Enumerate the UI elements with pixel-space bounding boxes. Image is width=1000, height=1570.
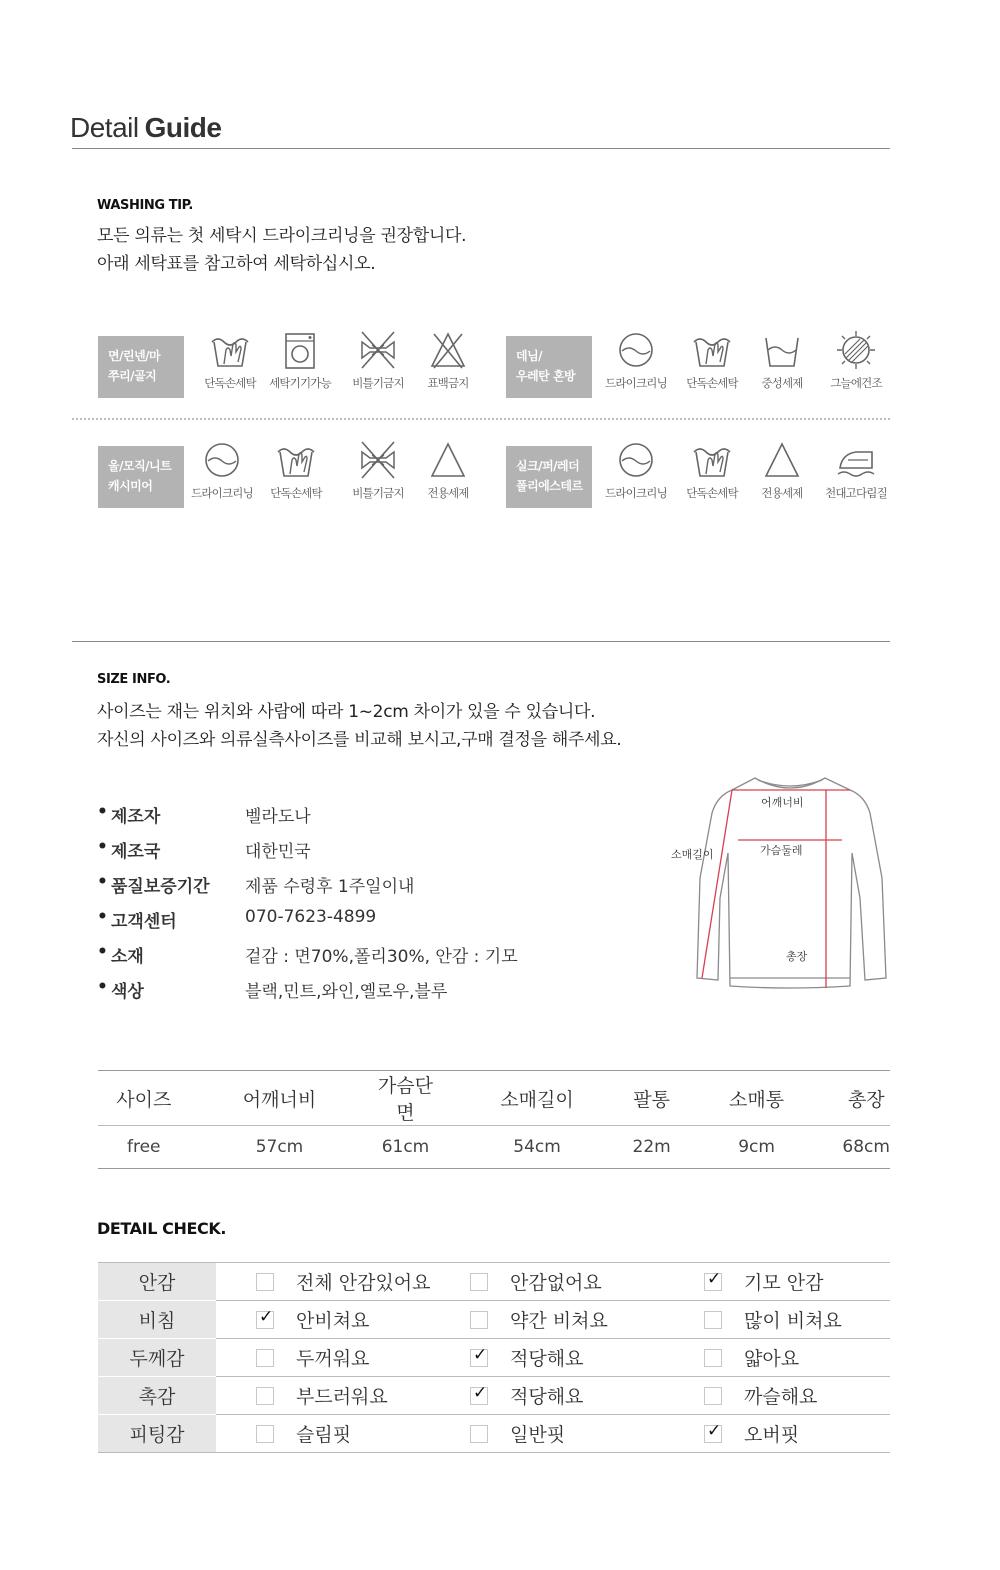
detail-check-option-label: 부드러워요 <box>296 1386 388 1408</box>
detail-check-option[interactable] <box>704 1263 823 1300</box>
wash-symbol <box>744 438 820 501</box>
wash-symbol <box>744 328 820 391</box>
info-value: 겉감 : 면70%,폴리30%, 안감 : 기모 <box>245 947 518 967</box>
dry-clean-icon <box>614 328 658 372</box>
checkbox-checked[interactable] <box>470 1382 488 1405</box>
wash-symbol-caption: 전용세제 <box>427 486 469 500</box>
checkbox-checked[interactable] <box>704 1268 722 1291</box>
wash-symbol-caption: 드라이크리닝 <box>605 486 667 500</box>
detail-check-options <box>216 1377 890 1415</box>
size-heading: SIZE INFO. <box>97 672 171 687</box>
info-value: 제품 수령후 1주일이내 <box>245 877 415 897</box>
size-col-header: 가슴단면 <box>369 1071 441 1126</box>
fabric-group-label-line: 울/모직/니트 <box>108 459 172 473</box>
fabric-group-label-line: 쭈리/골지 <box>108 369 157 383</box>
iron-with-cloth-icon <box>834 438 878 482</box>
detail-check-label: 비침 <box>98 1301 216 1339</box>
washing-machine-icon <box>278 328 322 372</box>
shade-dry-icon <box>834 328 878 372</box>
checkbox-unchecked[interactable] <box>256 1425 274 1443</box>
wash-symbol <box>598 328 674 391</box>
info-key: 색상 <box>111 982 144 1002</box>
info-value: 블랙,민트,와인,옐로우,블루 <box>245 982 448 1002</box>
detail-check-table <box>98 1262 890 1453</box>
checkbox-unchecked[interactable] <box>256 1387 274 1405</box>
wash-symbol <box>340 328 416 391</box>
size-cell: 57cm <box>190 1126 370 1169</box>
detail-check-row <box>98 1263 890 1301</box>
fabric-group-label <box>98 446 184 508</box>
size-description <box>97 698 622 754</box>
dry-clean-icon <box>200 438 244 482</box>
washing-line: 모든 의류는 첫 세탁시 드라이크리닝을 권장합니다. <box>97 226 467 246</box>
wash-symbol <box>410 328 486 391</box>
detail-check-option-label: 약간 비쳐요 <box>510 1310 608 1332</box>
detail-check-row <box>98 1339 890 1377</box>
detail-check-option[interactable] <box>704 1415 799 1452</box>
detail-check-option[interactable] <box>470 1339 583 1376</box>
washing-heading: WASHING TIP. <box>97 198 193 213</box>
wash-symbol <box>598 438 674 501</box>
detail-check-option-label: 오버핏 <box>744 1424 800 1446</box>
wash-symbol <box>262 328 338 391</box>
title-bold: Guide <box>144 112 222 143</box>
info-value: 대한민국 <box>245 842 311 862</box>
measure-lines <box>702 790 850 988</box>
dry-clean-icon <box>614 438 658 482</box>
page-title <box>70 112 221 144</box>
no-bleach-icon <box>426 328 470 372</box>
detail-check-label: 두께감 <box>98 1339 216 1377</box>
size-cell: 22m <box>633 1126 671 1169</box>
info-key: 품질보증기간 <box>111 877 210 897</box>
detail-check-options <box>216 1263 890 1301</box>
detail-check-options <box>216 1339 890 1377</box>
size-cell: 54cm <box>442 1126 633 1169</box>
check-mark-icon: ✓ <box>259 1306 274 1327</box>
shoulder-label: 어깨너비 <box>761 796 804 809</box>
detail-check-row <box>98 1301 890 1339</box>
detail-check-option-label: 슬림핏 <box>296 1424 352 1446</box>
fabric-group-label-line: 캐시미어 <box>108 479 153 493</box>
detail-check-option[interactable] <box>256 1339 369 1376</box>
size-table-row <box>98 1126 890 1169</box>
size-cell: 61cm <box>369 1126 441 1169</box>
fabric-group-label-line: 실크/퍼/레더 <box>516 459 580 473</box>
fabric-group-label-line: 면/린넨/마 <box>108 349 161 363</box>
wash-symbol-caption: 드라이크리닝 <box>605 376 667 390</box>
detail-check-options <box>216 1415 890 1453</box>
garment-measure-diagram <box>660 768 890 998</box>
length-label: 총장 <box>786 950 808 963</box>
section-divider <box>72 641 890 642</box>
check-mark-icon: ✓ <box>473 1382 488 1403</box>
detail-check-heading: DETAIL CHECK. <box>97 1219 227 1238</box>
size-col-header: 총장 <box>842 1071 890 1126</box>
size-table <box>98 1070 890 1169</box>
no-wring-icon <box>356 328 400 372</box>
chest-label: 가슴둘레 <box>760 844 803 857</box>
fabric-group-label <box>506 336 592 398</box>
fabric-group-label <box>506 446 592 508</box>
hand-wash-icon <box>208 328 252 372</box>
hand-wash-icon <box>690 438 734 482</box>
checkbox-unchecked[interactable] <box>704 1311 722 1329</box>
info-key: 제조국 <box>111 842 161 862</box>
checkbox-unchecked[interactable] <box>704 1387 722 1405</box>
detail-check-option[interactable] <box>470 1415 565 1452</box>
wash-symbol <box>184 438 260 501</box>
wash-symbol <box>818 438 894 501</box>
wash-symbol <box>258 438 334 501</box>
detail-check-option[interactable] <box>470 1263 602 1300</box>
wash-symbol-caption: 단독손세탁 <box>686 486 738 500</box>
info-key: 소재 <box>111 947 144 967</box>
dotted-divider <box>72 418 890 420</box>
detail-check-option[interactable] <box>704 1301 842 1338</box>
wash-symbol-caption: 세탁기기가능 <box>269 376 331 390</box>
wash-symbol-caption: 전용세제 <box>761 486 803 500</box>
detail-check-option-label: 두꺼워요 <box>296 1348 370 1370</box>
size-col-header: 팔통 <box>633 1071 671 1126</box>
detail-check-option-label: 얇아요 <box>744 1348 800 1370</box>
detail-check-option[interactable] <box>704 1377 817 1414</box>
hand-wash-icon <box>690 328 734 372</box>
checkbox-unchecked[interactable] <box>256 1349 274 1367</box>
wash-symbol <box>192 328 268 391</box>
size-col-header: 소매길이 <box>442 1071 633 1126</box>
detail-check-option-label: 안감없어요 <box>510 1272 602 1294</box>
wash-symbol-caption: 그늘에건조 <box>830 376 882 390</box>
sleeve-label: 소매길이 <box>671 848 714 861</box>
title-light: Detail <box>70 112 139 143</box>
checkbox-unchecked[interactable] <box>704 1349 722 1367</box>
wash-symbol <box>410 438 486 501</box>
detail-check-option-label: 일반핏 <box>510 1424 566 1446</box>
wash-symbol <box>674 328 750 391</box>
detail-check-label: 촉감 <box>98 1377 216 1415</box>
size-line: 사이즈는 재는 위치와 사람에 따라 1~2cm 차이가 있을 수 있습니다. <box>97 702 596 722</box>
detail-check-option[interactable] <box>470 1377 583 1414</box>
size-line: 자신의 사이즈와 의류실측사이즈를 비교해 보시고,구매 결정을 해주세요. <box>97 730 622 750</box>
wash-symbol-caption: 중성세제 <box>761 376 803 390</box>
checkbox-unchecked[interactable] <box>470 1425 488 1443</box>
checkbox-unchecked[interactable] <box>470 1311 488 1329</box>
detail-check-option[interactable] <box>256 1415 351 1452</box>
detail-check-option-label: 까슬해요 <box>744 1386 818 1408</box>
detail-check-option[interactable] <box>256 1263 431 1300</box>
size-cell: 9cm <box>671 1126 843 1169</box>
checkbox-checked[interactable] <box>256 1306 274 1329</box>
checkbox-checked[interactable] <box>470 1344 488 1367</box>
wash-symbol-caption: 천대고다림질 <box>825 486 887 500</box>
size-cell: free <box>98 1126 190 1169</box>
wash-symbol <box>818 328 894 391</box>
detail-check-option-label: 안비쳐요 <box>296 1310 370 1332</box>
special-detergent-icon <box>760 438 804 482</box>
washing-description <box>97 222 466 278</box>
detail-check-label: 안감 <box>98 1263 216 1301</box>
check-mark-icon: ✓ <box>473 1344 488 1365</box>
info-key: 고객센터 <box>111 912 177 932</box>
sleeve-line <box>702 790 732 978</box>
checkbox-checked[interactable] <box>704 1420 722 1443</box>
detail-check-option-label: 적당해요 <box>510 1386 584 1408</box>
size-col-header: 소매통 <box>671 1071 843 1126</box>
detail-check-option[interactable] <box>470 1301 608 1338</box>
fabric-group-label-line: 데님/ <box>516 349 543 363</box>
title-divider <box>72 148 890 149</box>
detail-check-option-label: 적당해요 <box>510 1348 584 1370</box>
washing-line: 아래 세탁표를 참고하여 세탁하십시오. <box>97 254 376 274</box>
info-value: 벨라도나 <box>245 807 311 827</box>
checkbox-unchecked[interactable] <box>470 1273 488 1291</box>
wash-symbol-caption: 드라이크리닝 <box>191 486 253 500</box>
detail-check-label: 피팅감 <box>98 1415 216 1453</box>
wash-symbol <box>674 438 750 501</box>
special-detergent-icon <box>426 438 470 482</box>
size-cell: 68cm <box>842 1126 890 1169</box>
fabric-group-label-line: 폴리에스테르 <box>516 479 583 493</box>
detail-check-option[interactable] <box>256 1301 369 1338</box>
detail-check-row <box>98 1377 890 1415</box>
detail-check-options <box>216 1301 890 1339</box>
detail-check-option-label: 기모 안감 <box>744 1272 824 1294</box>
detail-check-option[interactable] <box>704 1339 799 1376</box>
wash-symbol-caption: 단독손세탁 <box>686 376 738 390</box>
wash-symbol-caption: 비틀기금지 <box>352 486 404 500</box>
wash-symbol-caption: 비틀기금지 <box>352 376 404 390</box>
fabric-group-label-line: 우레탄 혼방 <box>516 369 576 383</box>
detail-check-option-label: 많이 비쳐요 <box>744 1310 842 1332</box>
check-mark-icon: ✓ <box>707 1420 722 1441</box>
detail-check-option-label: 전체 안감있어요 <box>296 1272 431 1294</box>
detail-check-row <box>98 1415 890 1453</box>
size-col-header: 어깨너비 <box>190 1071 370 1126</box>
hand-wash-icon <box>274 438 318 482</box>
no-wring-icon <box>356 438 400 482</box>
checkbox-unchecked[interactable] <box>256 1273 274 1291</box>
size-col-header: 사이즈 <box>98 1071 190 1126</box>
info-key: 제조자 <box>111 807 161 827</box>
check-mark-icon: ✓ <box>707 1268 722 1289</box>
detail-check-option[interactable] <box>256 1377 388 1414</box>
wash-symbol-caption: 단독손세탁 <box>270 486 322 500</box>
wash-symbol <box>340 438 416 501</box>
fabric-group-label <box>98 336 184 398</box>
neutral-detergent-icon <box>760 328 804 372</box>
wash-symbol-caption: 표백금지 <box>427 376 469 390</box>
wash-symbol-caption: 단독손세탁 <box>204 376 256 390</box>
info-value: 070-7623-4899 <box>245 907 377 927</box>
size-table-header <box>98 1071 890 1126</box>
